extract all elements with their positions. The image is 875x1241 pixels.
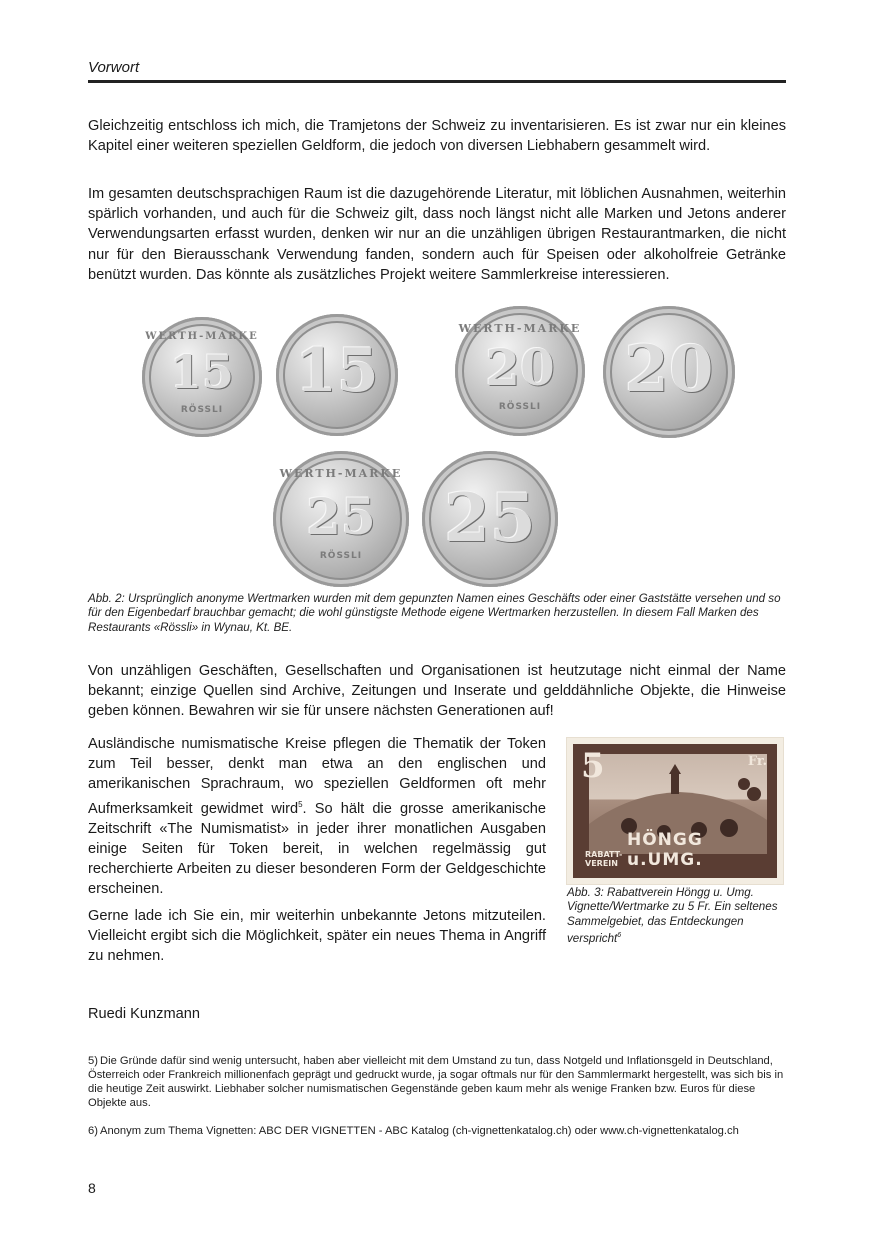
stamp-left-text: RABATT-VEREIN <box>585 850 623 868</box>
coin-value: 15 <box>169 345 234 399</box>
paragraph-5: Gerne lade ich Sie ein, mir weiterhin unbekannte Jetons mitzuteilen. Vielleicht ergibt sich die Möglichkeit, später ein neues Thema in Angriff zu nehmen. <box>88 908 546 965</box>
footnote-5-text: Die Gründe dafür sind wenig untersucht, haben aber vielleicht mit dem Umstand zu tun, dass Notgeld und Inflationsgeld in Deutschland, Österreich oder Frankreich millionenfach geprägt und gedruckt wurde, ja sogar oftmals nur für den Sammlermarkt hergestellt, was sich bis in die heutige Zeit auswirkt. Liebhaber solcher numismatischen Gegenstände geben kaum mehr als wenige Franken bzw. Euros für diese Objekte aus. <box>88 1055 784 1109</box>
paragraph-3: Von unzähligen Geschäften, Gesellschaften und Organisationen ist heutzutage nicht einmal der Name bekannt; einzige Quellen sind Archive, Zeitungen und Inserate und gelddähnliche Objekte, die Hinweise geben können. Bewahren wir sie für unsere nächsten Generationen auf! <box>88 663 786 720</box>
paragraph-4-text: Ausländische numismatische Kreise pflegen die Thematik der Token zum Teil besser, denkt man etwa an den englischen und amerikanischen Sprachraum, wo speziellen Geldformen oft mehr Aufmerksamkeit gewidmet wird <box>88 736 546 817</box>
coin-punch-mark: RÖSSLI <box>498 402 542 412</box>
coin-punch-mark: RÖSSLI <box>180 405 224 415</box>
coin-value: 25 <box>444 479 536 557</box>
coin-legend: WERTH-MARKE <box>458 322 582 335</box>
coin-value: 25 <box>306 487 376 546</box>
author-signature: Ruedi Kunzmann <box>88 1006 200 1022</box>
header-title: Vorwort <box>88 59 140 76</box>
coin-15-obverse <box>142 317 262 437</box>
coin-legend: WERTH-MARKE <box>279 467 403 480</box>
coin-punch-mark: RÖSSLI <box>319 551 363 561</box>
footnote-5-index: 5) <box>88 1055 98 1067</box>
coin-15-reverse <box>276 314 398 436</box>
stamp-currency: Fr. <box>747 754 767 769</box>
coin-value: 20 <box>485 338 555 397</box>
coin-value: 20 <box>624 332 714 407</box>
running-header <box>88 58 786 83</box>
paragraph-1: Gleichzeitig entschloss ich mich, die Tramjetons der Schweiz zu inventarisieren. Es ist zwar nur ein kleines Kapitel einer weiteren speziellen Geldform, die jedoch von diversen Liebhabern gesammelt wird. <box>88 118 786 155</box>
footnote-ref-5: 5 <box>298 799 303 809</box>
footnote-6 <box>88 1124 786 1138</box>
paragraph-4-text-rest: . So hält die grosse amerikanische Zeitschrift «The Numismatist» in jeder ihrer monatlichen Ausgaben einige Seiten für Token bereit, in welchen regelmässig gut recherchierte Arbeiten zu dieser besonderen Form der Geldgeschichte erscheinen. <box>88 800 546 898</box>
footnote-5 <box>88 1054 786 1110</box>
figure-2-caption: Abb. 2: Ursprünglich anonyme Wertmarken wurden mit dem gepunzten Namen eines Geschäfts oder einer Gaststätte versehen und so für den Eigenbedarf brauchbar gemacht; die wohl günstigste Methode eigene Wertmarken herzustellen. In diesem Fall Marken des Restaurants «Rössli» in Wynau, Kt. BE. <box>88 592 781 634</box>
coin-20-obverse <box>455 306 585 436</box>
footnote-6-text: Anonym zum Thema Vignetten: ABC DER VIGNETTEN - ABC Katalog (ch-vignettenkatalog.ch) oder www.ch-vignettenkatalog.ch <box>100 1125 739 1137</box>
coin-value: 15 <box>295 336 379 406</box>
stamp-frame <box>573 744 777 878</box>
page-number: 8 <box>88 1180 96 1196</box>
coin-25-reverse <box>422 451 558 587</box>
coin-25-obverse <box>273 451 409 587</box>
footnote-ref-6: 6 <box>617 932 622 940</box>
paragraph-2: Im gesamten deutschsprachigen Raum ist die dazugehörende Literatur, mit löblichen Ausnahmen, weiterhin spärlich vorhanden, und auch für die Schweiz gilt, dass noch längst nicht alle Marken und Jetons anderer Verwendungsarten erfasst wurden, denken wir nur an die unzähligen übrigen Restaurantmarken, die nicht nur für den Bierausschank Verwendung fanden, sondern auch für Speisen oder alkoholfreie Getränke benützt wurden. Das könnte als zusätzliches Projekt weitere Sammlerkreise interessieren. <box>88 186 786 283</box>
stamp-name: HÖNGG u.UMG. <box>627 830 703 870</box>
paragraph-4 <box>88 734 546 899</box>
coin-20-reverse <box>603 306 735 438</box>
vignette-stamp-image <box>567 738 783 884</box>
stamp-value: 5 <box>581 746 605 786</box>
footnote-6-index: 6) <box>88 1125 98 1137</box>
figure-3-caption <box>567 886 785 946</box>
figure-3-caption-text: Abb. 3: Rabattverein Höngg u. Umg. Vignette/Wertmarke zu 5 Fr. Ein seltenes Sammelgebiet, das Entdeckungen verspricht <box>567 886 778 946</box>
coin-legend: WERTH-MARKE <box>145 331 259 342</box>
